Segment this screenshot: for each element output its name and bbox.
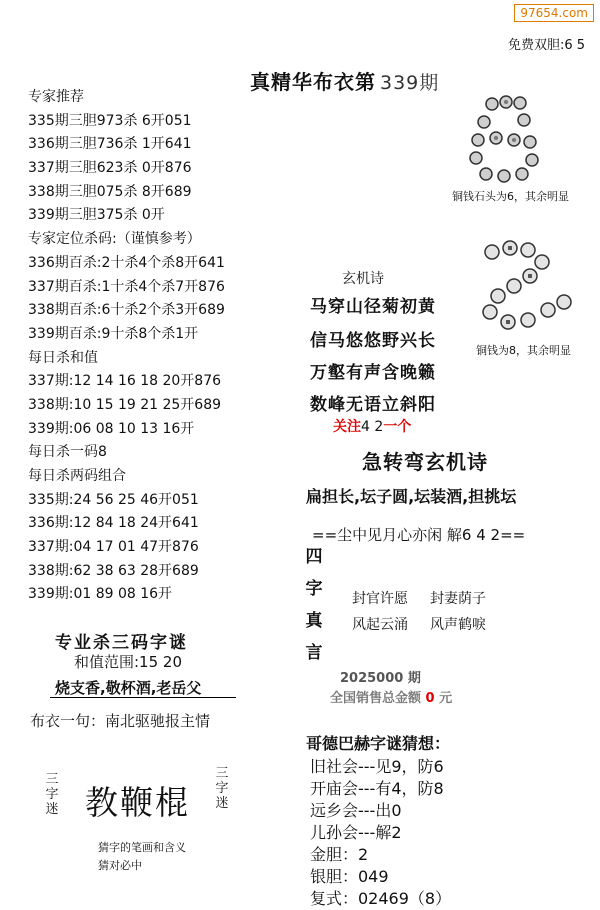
sales-label: 全国销售总金额 [330, 691, 422, 706]
list-item: 336期百杀:2十杀4个杀8开641 [28, 254, 225, 271]
list-item: 335期三胆973杀 6开051 [28, 112, 192, 129]
sales-issue: 2025000 期 [340, 671, 421, 686]
turn-riddle-line: 扁担长,坛子圆,坛装酒,担挑坛 [306, 487, 517, 506]
goldbach-line: 儿孙会---解2 [310, 823, 402, 842]
list-item: 337期:12 14 16 18 20开876 [28, 373, 222, 390]
divider [50, 697, 236, 698]
four-char-phrase: 风声鹤唳 [430, 617, 486, 633]
list-item: 专家推荐 [28, 89, 84, 105]
four-char-label: 四 [305, 547, 323, 567]
riddle-hint: 猜对必中 [98, 859, 142, 872]
goldbach-title: 哥德巴赫字谜猜想： [306, 734, 451, 753]
coin-caption-eight: 铜钱为8，其余明显 [476, 344, 571, 357]
goldbach-line: 银胆：049 [310, 867, 389, 886]
sales-total [330, 687, 452, 706]
expert-predictions-list [28, 86, 278, 607]
three-char-riddle-label-right: 三字迷 [215, 766, 229, 811]
goldbach-line: 旧社会---见9，防6 [310, 757, 444, 776]
site-watermark: 97654.com [514, 4, 594, 22]
follow-suffix: 一个 [383, 419, 412, 435]
page-title-text: 真精华布衣第 [250, 70, 376, 94]
turn-riddle-title: 急转弯玄机诗 [362, 450, 488, 474]
follow-label: 关注 [333, 419, 361, 435]
list-item: 337期百杀:1十杀4个杀7开876 [28, 278, 225, 295]
list-item: 335期:24 56 25 46开051 [28, 491, 199, 508]
list-item: 336期三胆736杀 1开641 [28, 136, 192, 153]
goldbach-line: 复式：02469（8） [310, 889, 452, 908]
three-char-riddle-label-left: 三字迷 [45, 772, 59, 817]
coin-pattern-six-image [462, 92, 582, 187]
list-item: 339期百杀:9十杀8个杀1开 [28, 325, 199, 342]
sales-amount: 0 [425, 691, 435, 706]
list-item: 338期:62 38 63 28开689 [28, 562, 199, 579]
poem-line: 数峰无语立斜阳 [310, 395, 436, 415]
coin-caption-six: 铜钱石头为6，其余明显 [452, 190, 569, 203]
list-item: 338期三胆075杀 8开689 [28, 183, 192, 200]
sales-unit: 元 [439, 691, 453, 706]
list-item: 339期:06 08 10 13 16开 [28, 420, 195, 437]
four-char-phrase: 风起云涌 [352, 617, 408, 633]
free-double-pick: 免费双胆:6 5 [508, 38, 586, 53]
list-item: 339期三胆375杀 0开 [28, 207, 165, 224]
list-item: 每日杀和值 [28, 349, 98, 366]
list-item: 336期:12 84 18 24开641 [28, 515, 199, 532]
page-title [250, 66, 439, 95]
issue-number: 339期 [380, 72, 440, 94]
four-char-phrase: 封妻荫子 [430, 591, 486, 607]
four-char-label: 字 [305, 579, 323, 599]
list-item: 337期:04 17 01 47开876 [28, 539, 199, 556]
list-item: 339期:01 89 08 16开 [28, 586, 173, 603]
list-item: 专家定位杀码:（谨慎参考） [28, 231, 201, 248]
goldbach-line: 远乡会---出0 [310, 801, 402, 820]
turn-riddle-answer: ==尘中见月心亦闲 解6 4 2== [312, 526, 526, 544]
four-char-label: 真 [305, 611, 323, 631]
poem-line: 信马悠悠野兴长 [310, 331, 436, 351]
four-char-phrase: 封官许愿 [352, 591, 408, 607]
list-item: 337期三胆623杀 0开876 [28, 160, 192, 177]
riddle-big-word: 教鞭棍 [85, 783, 190, 822]
sum-range: 和值范围:15 20 [74, 653, 182, 671]
poem-line: 马穿山径菊初黄 [310, 297, 436, 317]
riddle-hint: 猜字的笔画和含义 [98, 841, 186, 854]
goldbach-line: 开庙会---有4，防8 [310, 779, 444, 798]
list-item: 每日杀一码8 [28, 444, 107, 461]
kill-three-title: 专业杀三码字谜 [55, 633, 188, 653]
follow-digits: 4 2 [361, 419, 384, 435]
goldbach-line: 金胆：2 [310, 845, 369, 864]
follow-hint [333, 416, 411, 436]
mystic-poem-title: 玄机诗 [342, 271, 384, 287]
coin-pattern-eight-image [478, 240, 588, 335]
bu-yi-sentence: 布衣一句：南北驱驰报主情 [30, 712, 211, 730]
list-item: 每日杀两码组合 [28, 468, 126, 484]
list-item: 338期百杀:6十杀2个杀3开689 [28, 302, 225, 319]
poem-line: 万壑有声含晚籁 [310, 363, 436, 383]
four-char-label: 言 [305, 643, 323, 663]
list-item: 338期:10 15 19 21 25开689 [28, 396, 222, 413]
kill-three-riddle: 烧支香,敬杯酒,老岳父 [55, 679, 202, 697]
